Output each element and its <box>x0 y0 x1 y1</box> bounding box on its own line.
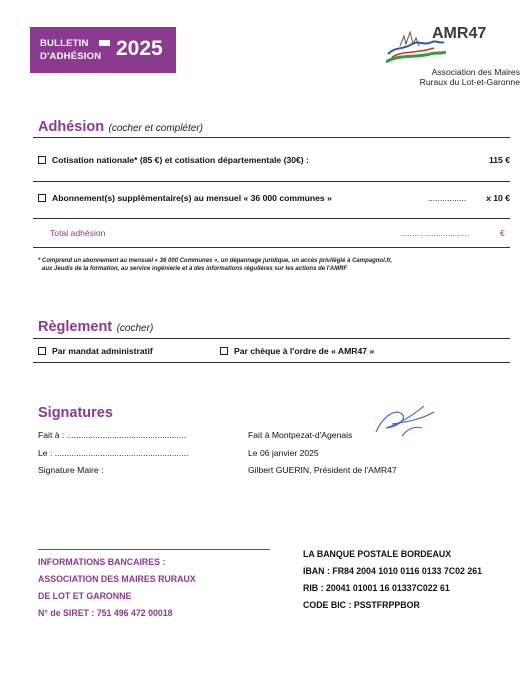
bank-left-line3: DE LOT ET GARONNE <box>38 591 132 601</box>
mandat-checkbox[interactable] <box>38 347 46 355</box>
banner-year: 2025 <box>116 37 163 60</box>
divider <box>33 362 510 363</box>
date-field[interactable]: Le : ........................................................ <box>38 448 189 458</box>
cotisation-row <box>38 155 309 165</box>
cheque-option <box>220 346 374 356</box>
cotisation-label: Cotisation nationale* (85 €) et cotisation départementale (30€) : <box>52 155 309 165</box>
president-signature-graphic <box>372 398 438 440</box>
date-right: Le 06 janvier 2025 <box>248 448 319 458</box>
bank-rib: RIB : 20041 01001 16 01337C022 61 <box>303 583 450 593</box>
cotisation-amount: 115 € <box>488 155 510 165</box>
bulletin-banner <box>30 27 176 73</box>
divider <box>33 247 510 248</box>
signatory-name: Gilbert GUERIN, Président de l'AMR47 <box>248 465 397 475</box>
cheque-checkbox[interactable] <box>220 347 228 355</box>
bank-info-left <box>38 554 196 622</box>
footnote-line1: * Comprend un abonnement au mensuel « 36 000 Communes », un dépannage juridique, un accès privilégié à Campagnol.fr, <box>38 258 393 264</box>
cotisation-checkbox[interactable] <box>38 156 46 164</box>
divider <box>33 181 510 182</box>
divider <box>33 218 510 219</box>
cheque-label: Par chèque à l'ordre de « AMR47 » <box>234 346 375 356</box>
fait-a-field[interactable]: Fait à : .................................................. <box>38 430 187 440</box>
logo-name: AMR47 <box>432 25 487 42</box>
bank-siret: N° de SIRET : 751 496 472 00018 <box>38 608 173 618</box>
total-label: Total adhésion <box>50 228 106 238</box>
adhesion-note: (cocher et compléter) <box>108 123 203 134</box>
banner-bar <box>99 40 110 46</box>
divider <box>33 137 510 138</box>
adhesion-heading <box>38 118 203 136</box>
footnote <box>38 257 392 273</box>
mandat-option <box>38 346 153 356</box>
abonnement-label: Abonnement(s) supplémentaire(s) au mensuel « 36 000 communes » <box>52 193 332 203</box>
logo-line2: Ruraux du Lot-et-Garonne <box>419 77 520 87</box>
abonnement-row <box>38 193 332 203</box>
abonnement-amount: x 10 € <box>486 193 510 203</box>
bank-left-line1: INFORMATIONS BANCAIRES : <box>38 557 166 567</box>
signature-maire-label: Signature Maire : <box>38 465 104 475</box>
total-field[interactable]: ............................. <box>400 228 470 238</box>
logo-line1: Association des Maires <box>431 67 520 77</box>
footnote-line2: aux Jeudis de la formation, au service ingénierie et à des informations régulières sur les actions de l'AMRF <box>42 266 348 272</box>
logo-subtitle <box>392 67 520 87</box>
signatures-title: Signatures <box>38 405 113 421</box>
bank-bic: CODE BIC : PSSTFRPPBOR <box>303 600 420 610</box>
fait-a-right: Fait à Montpezat-d'Agenais <box>248 430 353 440</box>
bank-name: LA BANQUE POSTALE BORDEAUX <box>303 549 452 559</box>
banner-line2: D'ADHÉSION <box>40 51 102 62</box>
banner-line1: BULLETIN <box>40 38 89 49</box>
divider <box>33 338 510 339</box>
bank-iban: IBAN : FR84 2004 1010 0116 0133 7C02 261 <box>303 566 482 576</box>
reglement-note: (cocher) <box>116 323 154 334</box>
reglement-heading <box>38 318 153 336</box>
abonnement-checkbox[interactable] <box>38 194 46 202</box>
bank-info-right <box>303 546 482 614</box>
total-currency: € <box>500 228 505 238</box>
abonnement-quantity-field[interactable]: ................ <box>428 193 467 203</box>
mandat-label: Par mandat administratif <box>52 346 153 356</box>
adhesion-title: Adhésion <box>38 119 105 135</box>
bank-left-line2: ASSOCIATION DES MAIRES RURAUX <box>38 574 196 584</box>
reglement-title: Règlement <box>38 319 113 335</box>
bank-divider <box>38 549 270 550</box>
